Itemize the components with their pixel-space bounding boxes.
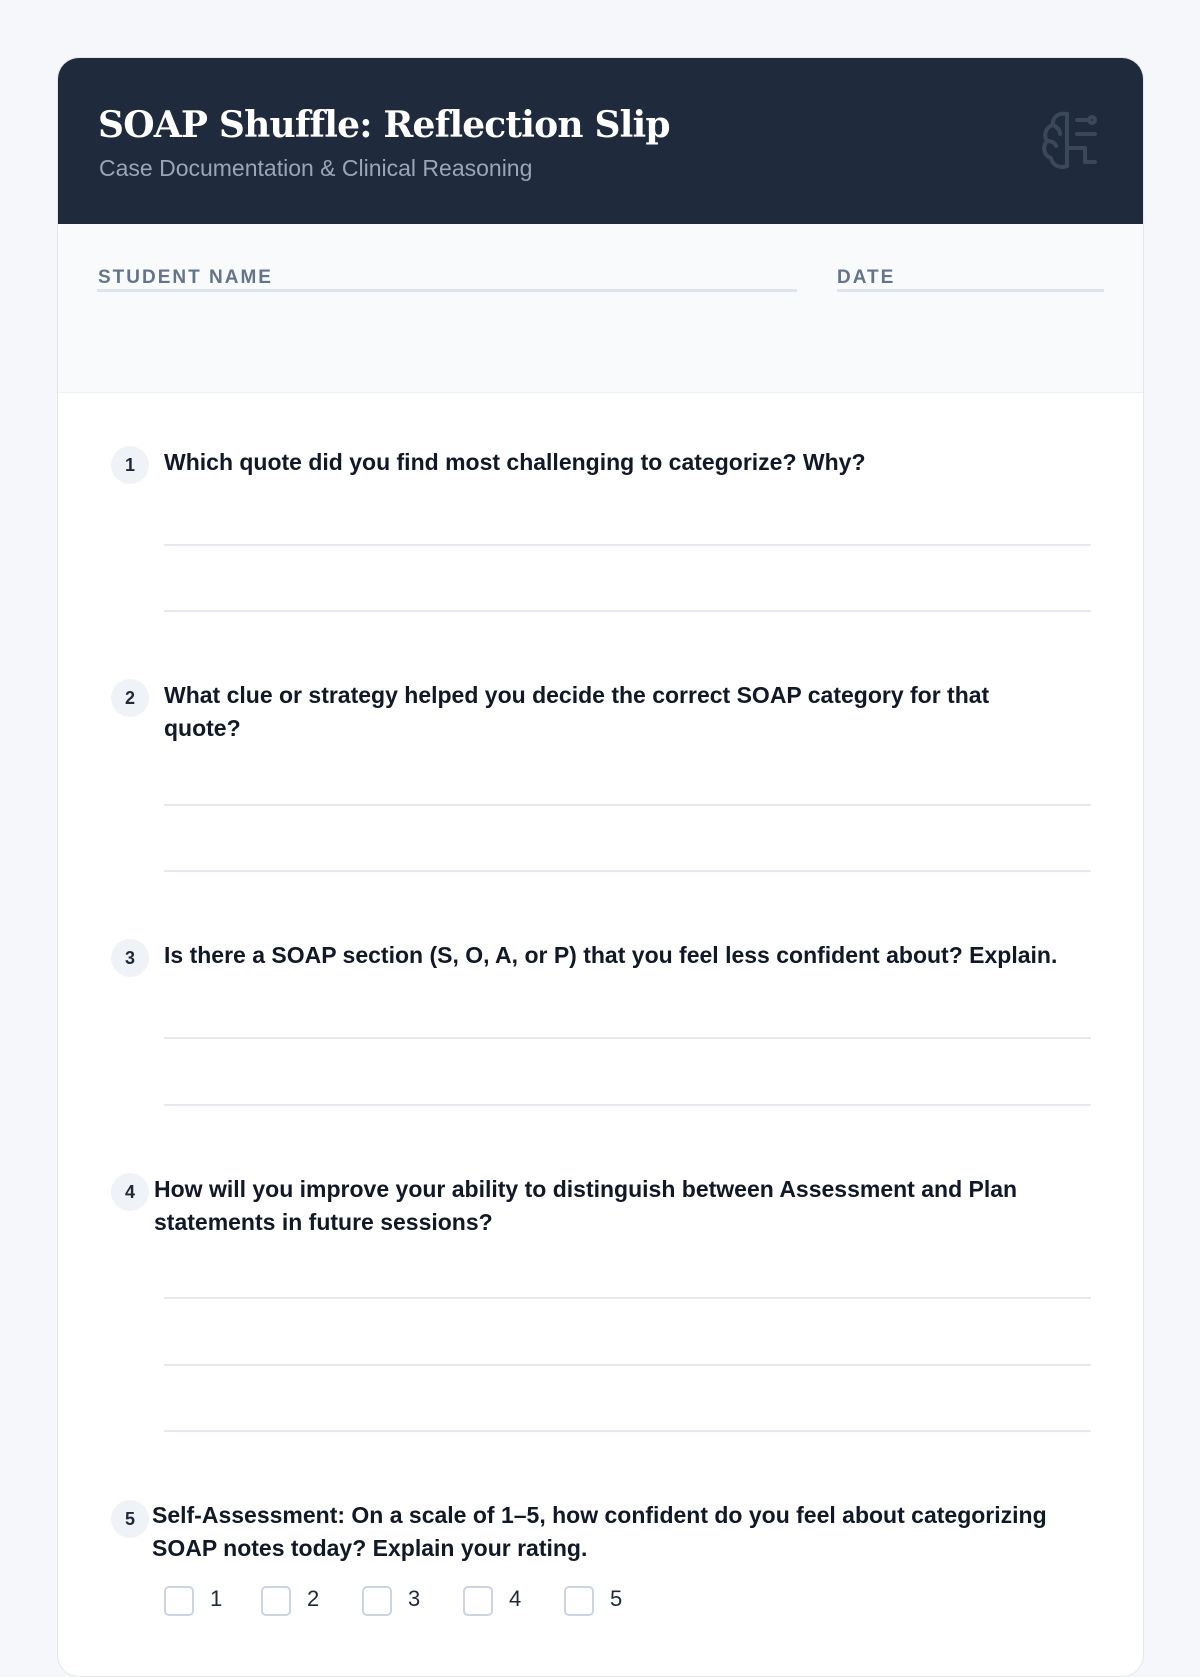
question-text bbox=[164, 679, 989, 745]
question-number-badge: 1 bbox=[111, 446, 149, 484]
question-line: Self-Assessment: On a scale of 1–5, how confident do you feel about categorizing bbox=[152, 1502, 1047, 1528]
student-name-label: STUDENT NAME bbox=[98, 267, 273, 288]
rating-option-label: 5 bbox=[610, 1586, 623, 1611]
answer-line[interactable] bbox=[164, 1430, 1091, 1432]
question-line: Which quote did you find most challenging to categorize? Why? bbox=[164, 449, 866, 475]
answer-line[interactable] bbox=[164, 804, 1091, 806]
question-text bbox=[152, 1499, 1047, 1565]
reflection-slip-card bbox=[57, 57, 1144, 1677]
question-number-badge: 3 bbox=[111, 939, 149, 977]
page-title: SOAP Shuffle: Reflection Slip bbox=[98, 104, 670, 146]
answer-line[interactable] bbox=[164, 610, 1091, 612]
question-line: What clue or strategy helped you decide the correct SOAP category for that bbox=[164, 682, 990, 708]
question-number-badge: 4 bbox=[111, 1173, 149, 1211]
rating-option-label: 2 bbox=[307, 1586, 320, 1611]
brain-circuit-icon bbox=[1039, 108, 1099, 172]
student-info-section bbox=[58, 224, 1143, 393]
question-text bbox=[154, 1173, 1017, 1239]
question-line: Is there a SOAP section (S, O, A, or P) that you feel less confident about? Explain. bbox=[164, 942, 1058, 968]
answer-line[interactable] bbox=[164, 544, 1091, 546]
rating-checkbox[interactable] bbox=[164, 1586, 194, 1616]
date-label: DATE bbox=[837, 267, 896, 288]
question-line: How will you improve your ability to distinguish between Assessment and Plan bbox=[154, 1176, 1018, 1202]
rating-checkbox[interactable] bbox=[463, 1586, 493, 1616]
question-line: SOAP notes today? Explain your rating. bbox=[152, 1535, 588, 1561]
date-field[interactable] bbox=[837, 289, 1104, 292]
answer-line[interactable] bbox=[164, 1297, 1091, 1299]
answer-line[interactable] bbox=[164, 1037, 1091, 1039]
question-text bbox=[164, 446, 866, 479]
rating-checkbox[interactable] bbox=[261, 1586, 291, 1616]
student-name-field[interactable] bbox=[97, 289, 797, 292]
question-text bbox=[164, 939, 1057, 972]
answer-line[interactable] bbox=[164, 1104, 1091, 1106]
page-subtitle: Case Documentation & Clinical Reasoning bbox=[99, 155, 533, 181]
rating-checkbox[interactable] bbox=[564, 1586, 594, 1616]
rating-option-label: 4 bbox=[509, 1586, 522, 1611]
answer-line[interactable] bbox=[164, 870, 1091, 872]
rating-checkbox[interactable] bbox=[362, 1586, 392, 1616]
rating-option-label: 3 bbox=[408, 1586, 421, 1611]
question-number-badge: 5 bbox=[111, 1500, 149, 1538]
question-number-badge: 2 bbox=[111, 679, 149, 717]
slip-header bbox=[58, 58, 1143, 224]
rating-option-label: 1 bbox=[210, 1586, 223, 1611]
answer-line[interactable] bbox=[164, 1364, 1091, 1366]
question-line: statements in future sessions? bbox=[154, 1209, 493, 1235]
question-line: quote? bbox=[164, 715, 241, 741]
